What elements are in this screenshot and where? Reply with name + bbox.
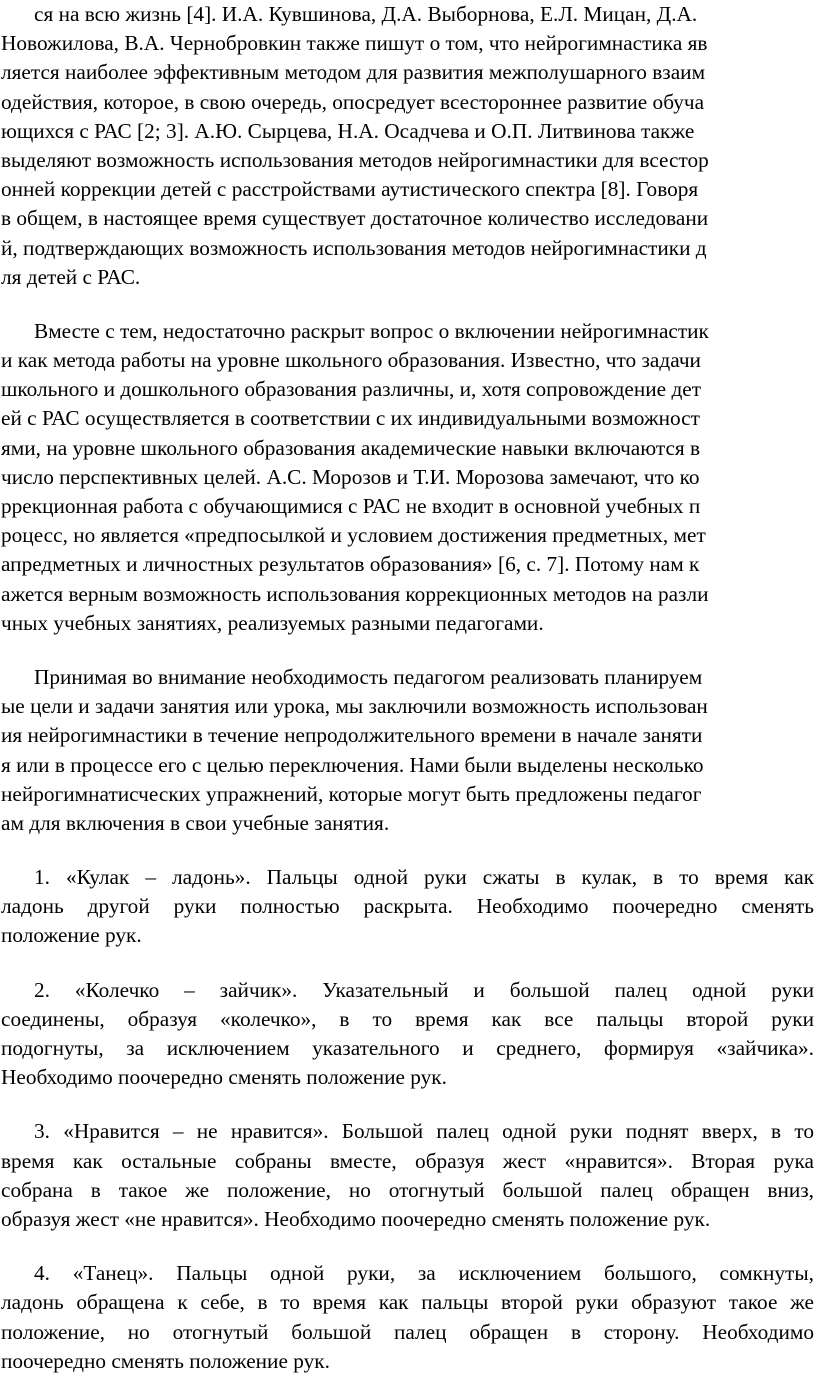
text-line: Новожилова, В.А. Чернобровкин также пишут о том, что нейрогимнастика яв	[1, 31, 708, 56]
text-line: подогнуты, за исключением указательного и среднего, формируя «зайчика».	[1, 1036, 814, 1060]
text-line: школьного и дошкольного образования различны, и, хотя сопровождение дет	[1, 377, 702, 402]
text-line: ия нейрогимнастики в течение непродолжительного времени в начале заняти	[1, 723, 703, 748]
text-line: одействия, которое, в свою очередь, опосредует всестороннее развитие обуча	[1, 89, 705, 114]
list-item	[1, 976, 814, 1093]
text-line: Принимая во внимание необходимость педагогом реализовать планируем	[34, 664, 703, 689]
paragraph	[1, 663, 814, 838]
text-line: поочередно сменять положение рук.	[1, 1348, 330, 1373]
text-line: нейрогимнатисческих упражнений, которые могут быть предложены педагог	[1, 781, 702, 806]
text-line: ся на всю жизнь [4]. И.А. Кувшинова, Д.А. Выборнова, Е.Л. Мицан, Д.А.	[34, 2, 698, 26]
text-line: ладонь обращена к себе, в то время как пальцы второй руки образуют такое же	[1, 1290, 814, 1315]
list-item	[1, 1259, 814, 1376]
paragraph	[1, 0, 814, 292]
text-line: Вместе с тем, недостаточно раскрыт вопрос о включении нейрогимнастик	[34, 318, 709, 343]
text-line: ррекционная работа с обучающимися с РАС не входит в основной учебных п	[1, 494, 701, 518]
text-line: соединены, образуя «колечко», в то время как все пальцы второй руки	[1, 1006, 814, 1031]
text-line: роцесс, но является «предпосылкой и условием достижения предметных, мет	[1, 523, 706, 548]
list-item	[1, 1117, 814, 1234]
text-line: положение, но отогнутый большой палец обращен в сторону. Необходимо	[1, 1319, 814, 1344]
text-line: ями, на уровне школьного образования академические навыки включаются в	[1, 435, 701, 460]
paragraph	[1, 317, 814, 638]
text-line: выделяют возможность использования методов нейрогимнастики для всестор	[1, 147, 709, 172]
text-line: ющихся с РАС [2; 3]. А.Ю. Сырцева, Н.А. Осадчева и О.П. Литвинова также	[1, 118, 695, 143]
text-line: 1. «Кулак – ладонь». Пальцы одной руки сжаты в кулак, в то время как	[34, 865, 814, 890]
text-line: ля детей с РАС.	[1, 264, 141, 289]
text-line: ладонь другой руки полностью раскрыта. Необходимо поочередно сменять	[1, 894, 814, 919]
text-line: и как метода работы на уровне школьного образования. Известно, что задачи	[1, 348, 701, 373]
text-line: в общем, в настоящее время существует достаточное количество исследовани	[1, 206, 709, 231]
text-line: Необходимо поочередно сменять положение рук.	[1, 1065, 447, 1090]
text-line: ажется верным возможность использования коррекционных методов на разли	[1, 581, 709, 606]
text-line: 2. «Колечко – зайчик». Указательный и большой палец одной руки	[34, 977, 814, 1002]
text-line: собрана в такое же положение, но отогнутый большой палец обращен вниз,	[1, 1177, 814, 1202]
text-line: апредметных и личностных результатов образования» [6, с. 7]. Потому нам к	[1, 552, 700, 577]
text-line: ые цели и задачи занятия или урока, мы заключили возможность использован	[1, 694, 708, 719]
text-line: онней коррекции детей с расстройствами аутистического спектра [8]. Говоря	[1, 177, 699, 202]
text-line: 3. «Нравится – не нравится». Большой палец одной руки поднят вверх, в то	[34, 1119, 814, 1144]
list-item	[1, 863, 814, 951]
text-line: ам для включения в свои учебные занятия.	[1, 810, 390, 835]
text-line: положение рук.	[1, 923, 142, 948]
text-line: я или в процессе его с целью переключения. Нами были выделены несколько	[1, 752, 704, 777]
text-line: чных учебных занятиях, реализуемых разными педагогами.	[1, 610, 544, 635]
text-line: число перспективных целей. А.С. Морозов и Т.И. Морозова замечают, что ко	[1, 464, 700, 489]
text-line: ляется наиболее эффективным методом для развития межполушарного взаим	[1, 60, 706, 85]
text-line: ей с РАС осуществляется в соответствии с их индивидуальными возможност	[1, 406, 700, 431]
text-line: образуя жест «не нравится». Необходимо поочередно сменять положение рук.	[1, 1206, 711, 1231]
text-line: 4. «Танец». Пальцы одной руки, за исключением большого, сомкнуты,	[34, 1261, 814, 1286]
text-line: время как остальные собраны вместе, образуя жест «нравится». Вторая рука	[1, 1148, 814, 1173]
text-line: й, подтверждающих возможность использования методов нейрогимнастики д	[1, 235, 707, 260]
